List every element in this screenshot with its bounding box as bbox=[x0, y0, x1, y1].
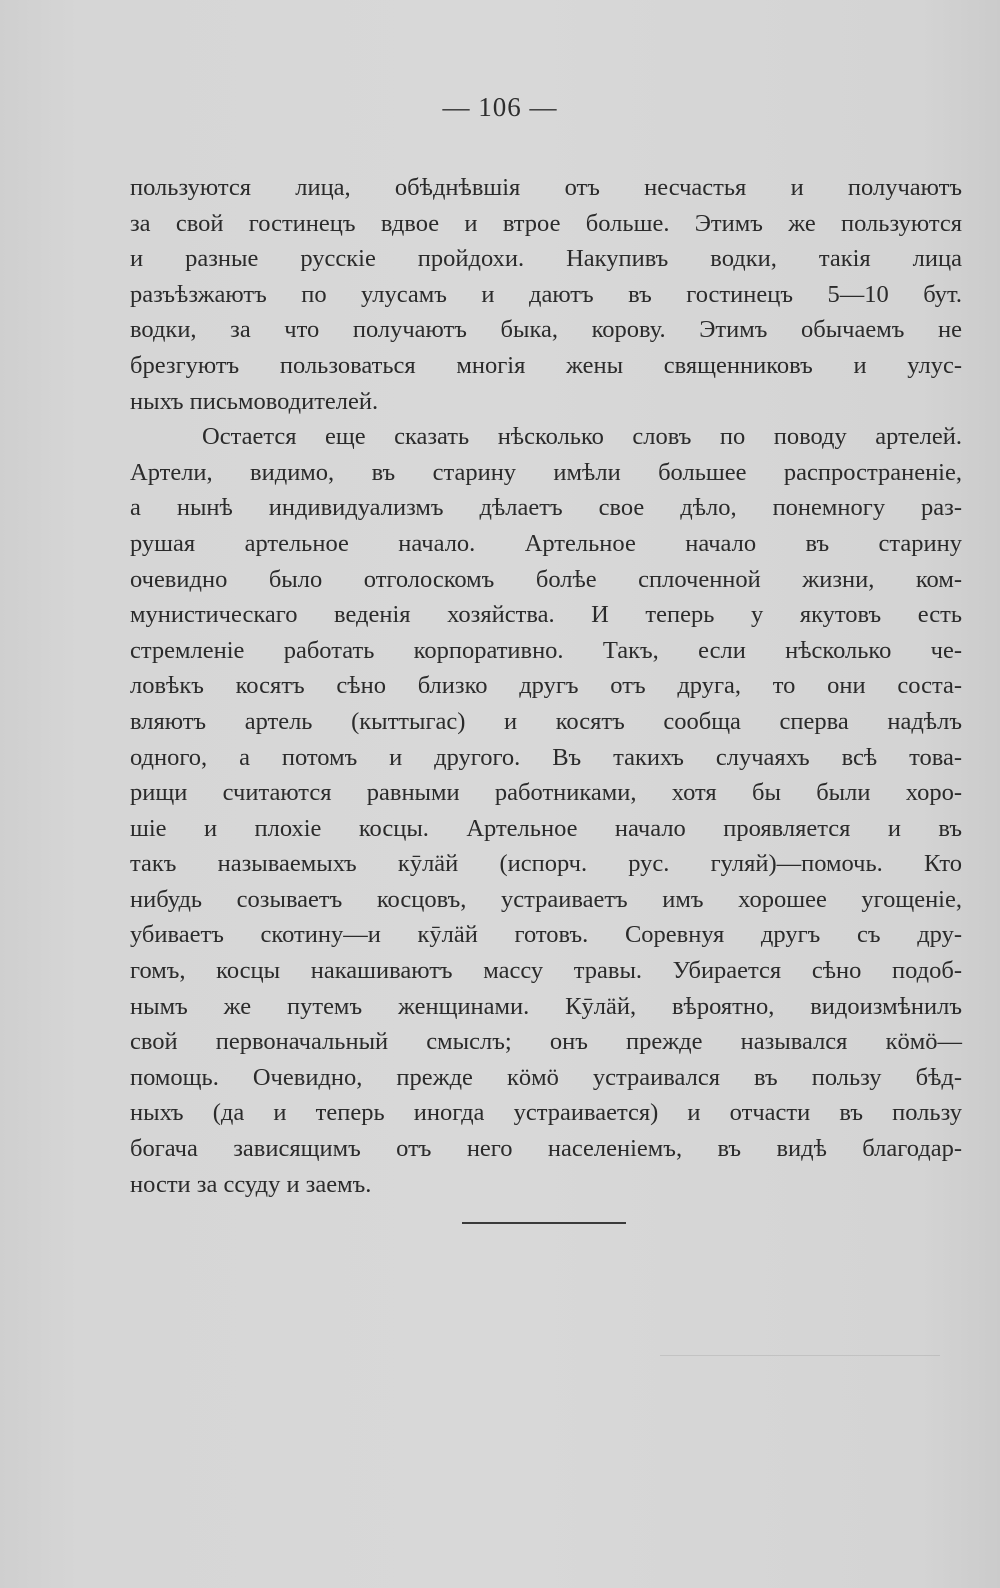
text-line: разъѣзжаютъ по улусамъ и даютъ въ гостинецъ 5—10 бут. bbox=[130, 280, 962, 308]
text-line: за свой гостинецъ вдвое и втрое больше. Этимъ же пользуются bbox=[130, 209, 962, 237]
text-line: ныхъ письмоводителей. bbox=[130, 387, 379, 415]
text-line: нымъ же путемъ женщинами. Кӯлӓй, вѣроятно, видоизмѣнилъ bbox=[130, 992, 962, 1020]
text-line: шіе и плохіе косцы. Артельное начало проявляется и въ bbox=[130, 814, 962, 842]
text-line: водки, за что получаютъ быка, корову. Этимъ обычаемъ не bbox=[130, 316, 962, 344]
text-line: ности за ссуду и заемъ. bbox=[130, 1170, 372, 1198]
text-line: такъ называемыхъ кӯлӓй (испорч. рус. гуляй)—помочь. Кто bbox=[130, 850, 962, 878]
text-line: одного, а потомъ и другого. Въ такихъ случаяхъ всѣ това- bbox=[130, 743, 962, 771]
text-line: рищи считаются равными работниками, хотя бы были хоро- bbox=[130, 779, 962, 807]
text-line: убиваетъ скотину—и кӯлӓй готовъ. Соревнуя другъ съ дру- bbox=[130, 921, 962, 949]
text-line: а нынѣ индивидуализмъ дѣлаетъ свое дѣло, понемногу раз- bbox=[130, 494, 962, 522]
text-line: вляютъ артель (кыттыгас) и косятъ сообща сперва надѣлъ bbox=[130, 707, 962, 735]
text-line: свой первоначальный смыслъ; онъ прежде назывался кӧмӧ— bbox=[130, 1028, 962, 1056]
text-line: брезгуютъ пользоваться многія жены священниковъ и улус- bbox=[130, 351, 962, 379]
text-line: стремленіе работать корпоративно. Такъ, если нѣсколько че- bbox=[130, 636, 962, 664]
text-line: ловѣкъ косятъ сѣно близко другъ отъ друга, то они соста- bbox=[130, 672, 962, 700]
text-line: помощь. Очевидно, прежде кӧмӧ устраивался въ пользу бѣд- bbox=[130, 1063, 962, 1091]
text-line: рушая артельное начало. Артельное начало въ старину bbox=[130, 529, 962, 557]
paragraph-1 bbox=[130, 170, 962, 419]
section-end-rule bbox=[462, 1222, 626, 1224]
text-line: богача зависящимъ отъ него населеніемъ, въ видѣ благодар- bbox=[130, 1135, 962, 1163]
text-line: ныхъ (да и теперь иногда устраивается) и отчасти въ пользу bbox=[130, 1099, 962, 1127]
body-text bbox=[130, 170, 962, 1202]
text-line: пользуются лица, обѣднѣвшія отъ несчастья и получаютъ bbox=[130, 174, 962, 201]
page-number: — 106 — bbox=[442, 92, 558, 122]
text-line: Остается еще сказать нѣсколько словъ по поводу артелей. bbox=[202, 423, 962, 451]
text-line: гомъ, косцы накашиваютъ массу травы. Убирается сѣно подоб- bbox=[130, 957, 962, 985]
text-line: и разные русскіе пройдохи. Накупивъ водки, такія лица bbox=[130, 245, 962, 273]
bleed-through-rule bbox=[660, 1355, 940, 1356]
text-line: Артели, видимо, въ старину имѣли большее распространеніе, bbox=[130, 458, 962, 486]
text-line: мунистическаго веденія хозяйства. И теперь у якутовъ есть bbox=[130, 601, 962, 629]
text-line: нибудь созываетъ косцовъ, устраиваетъ имъ хорошее угощеніе, bbox=[130, 885, 962, 913]
paragraph-2 bbox=[130, 419, 962, 1202]
text-line: очевидно было отголоскомъ болѣе сплоченной жизни, ком- bbox=[130, 565, 962, 593]
